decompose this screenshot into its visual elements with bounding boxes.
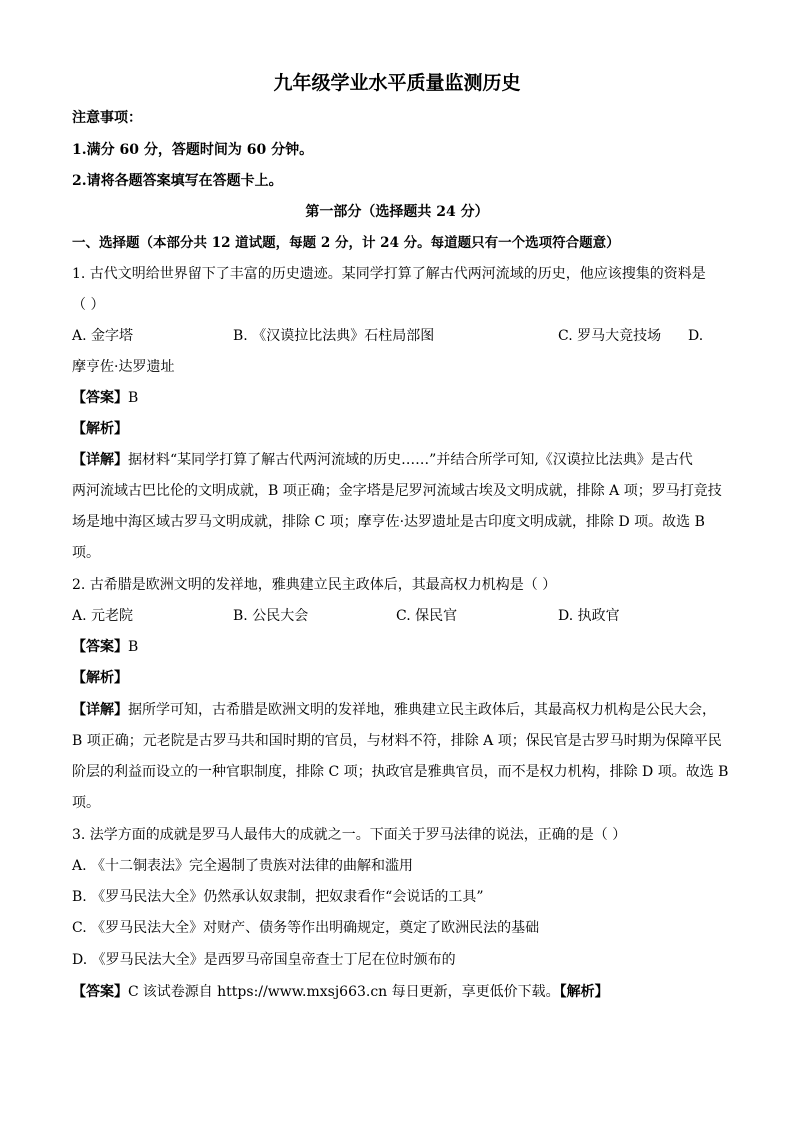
q1-option-a: A. 金字塔 bbox=[72, 328, 134, 344]
q2-answer bbox=[72, 637, 138, 657]
q2-detail-line: 阶层的利益而设立的一种官职制度，排除 C 项；执政官是雅典官员，而不是权力机构，排除 D 项。故选 B bbox=[72, 764, 729, 780]
section-heading: 一、选择题（本部分共 12 道试题，每题 2 分，计 24 分。每道题只有一个选项符合题意） bbox=[72, 235, 620, 251]
q2-detail-line: B 项正确；元老院是古罗马共和国时期的官员，与材料不符，排除 A 项；保民官是古罗马时期为保障平民 bbox=[72, 733, 722, 749]
q1-option-b: B. 《汉谟拉比法典》石柱局部图 bbox=[233, 328, 435, 344]
question-1-bracket: （ ） bbox=[72, 297, 105, 313]
q2-detail-line bbox=[72, 700, 716, 720]
source-note: 该试卷源自 https://www.mxsj663.cn 每日更新，享更低价下载。 bbox=[142, 984, 560, 1000]
analysis-tag: 【解析】 bbox=[559, 984, 609, 1000]
page-title: 九年级学业水平质量监测历史 bbox=[273, 72, 521, 94]
q2-option-c: C. 保民官 bbox=[396, 608, 458, 624]
answer-value: B bbox=[128, 390, 139, 406]
q2-option-a: A. 元老院 bbox=[72, 608, 134, 624]
notice-item: 2.请将各题答案填写在答题卡上。 bbox=[72, 173, 283, 189]
q1-detail-line: 项。 bbox=[72, 545, 100, 561]
q1-answer bbox=[72, 388, 138, 408]
detail-tag: 【详解】 bbox=[72, 702, 128, 718]
q2-option-d: D. 执政官 bbox=[558, 608, 620, 624]
answer-value: C bbox=[128, 984, 139, 1000]
q1-detail-line: 两河流域古巴比伦的文明成就，B 项正确；金字塔是尼罗河流域古埃及文明成就，排除 A 项；罗马打竞技 bbox=[72, 483, 722, 499]
question-2-stem: 2. 古希腊是欧洲文明的发祥地，雅典建立民主政体后，其最高权力机构是（ ） bbox=[72, 577, 557, 593]
question-3-stem: 3. 法学方面的成就是罗马人最伟大的成就之一。下面关于罗马法律的说法，正确的是（ ） bbox=[72, 827, 627, 843]
answer-tag: 【答案】 bbox=[72, 390, 128, 406]
q1-detail-line: 场是地中海区域古罗马文明成就，排除 C 项；摩亨佐·达罗遗址是古印度文明成就，排除 D 项。故选 B bbox=[72, 514, 705, 530]
detail-text: 据材料“某同学打算了解古代两河流域的历史……”并结合所学可知,《汉谟拉比法典》是古代 bbox=[128, 452, 693, 468]
notice-heading: 注意事项： bbox=[72, 110, 142, 126]
notice-item: 1.满分 60 分，答题时间为 60 分钟。 bbox=[72, 142, 314, 158]
q3-option-c: C. 《罗马民法大全》对财产、债务等作出明确规定，奠定了欧洲民法的基础 bbox=[72, 920, 540, 936]
part-heading: 第一部分（选择题共 24 分） bbox=[305, 204, 489, 220]
q1-option-d: D. bbox=[688, 328, 704, 344]
q2-detail-line: 项。 bbox=[72, 795, 100, 811]
q3-answer bbox=[72, 982, 609, 1002]
q2-option-b: B. 公民大会 bbox=[233, 608, 309, 624]
q3-option-a: A. 《十二铜表法》完全遏制了贵族对法律的曲解和滥用 bbox=[72, 858, 414, 874]
q1-option-d-text: 摩亨佐·达罗遗址 bbox=[72, 359, 175, 375]
q1-option-c: C. 罗马大竞技场 bbox=[558, 328, 662, 344]
q1-detail-line bbox=[72, 450, 693, 470]
q2-analysis-tag: 【解析】 bbox=[72, 670, 128, 686]
answer-tag: 【答案】 bbox=[72, 984, 128, 1000]
answer-value: B bbox=[128, 639, 139, 655]
detail-tag: 【详解】 bbox=[72, 452, 128, 468]
q1-analysis-tag: 【解析】 bbox=[72, 421, 128, 437]
q3-option-b: B. 《罗马民法大全》仍然承认奴隶制，把奴隶看作“会说话的工具” bbox=[72, 889, 484, 905]
answer-tag: 【答案】 bbox=[72, 639, 128, 655]
detail-text: 据所学可知，古希腊是欧洲文明的发祥地，雅典建立民主政体后，其最高权力机构是公民大会， bbox=[128, 702, 716, 718]
q3-option-d: D. 《罗马民法大全》是西罗马帝国皇帝查士丁尼在位时颁布的 bbox=[72, 952, 456, 968]
question-1-stem: 1. 古代文明给世界留下了丰富的历史遗迹。某同学打算了解古代两河流域的历史，他应该搜集的资料是 bbox=[72, 266, 706, 282]
